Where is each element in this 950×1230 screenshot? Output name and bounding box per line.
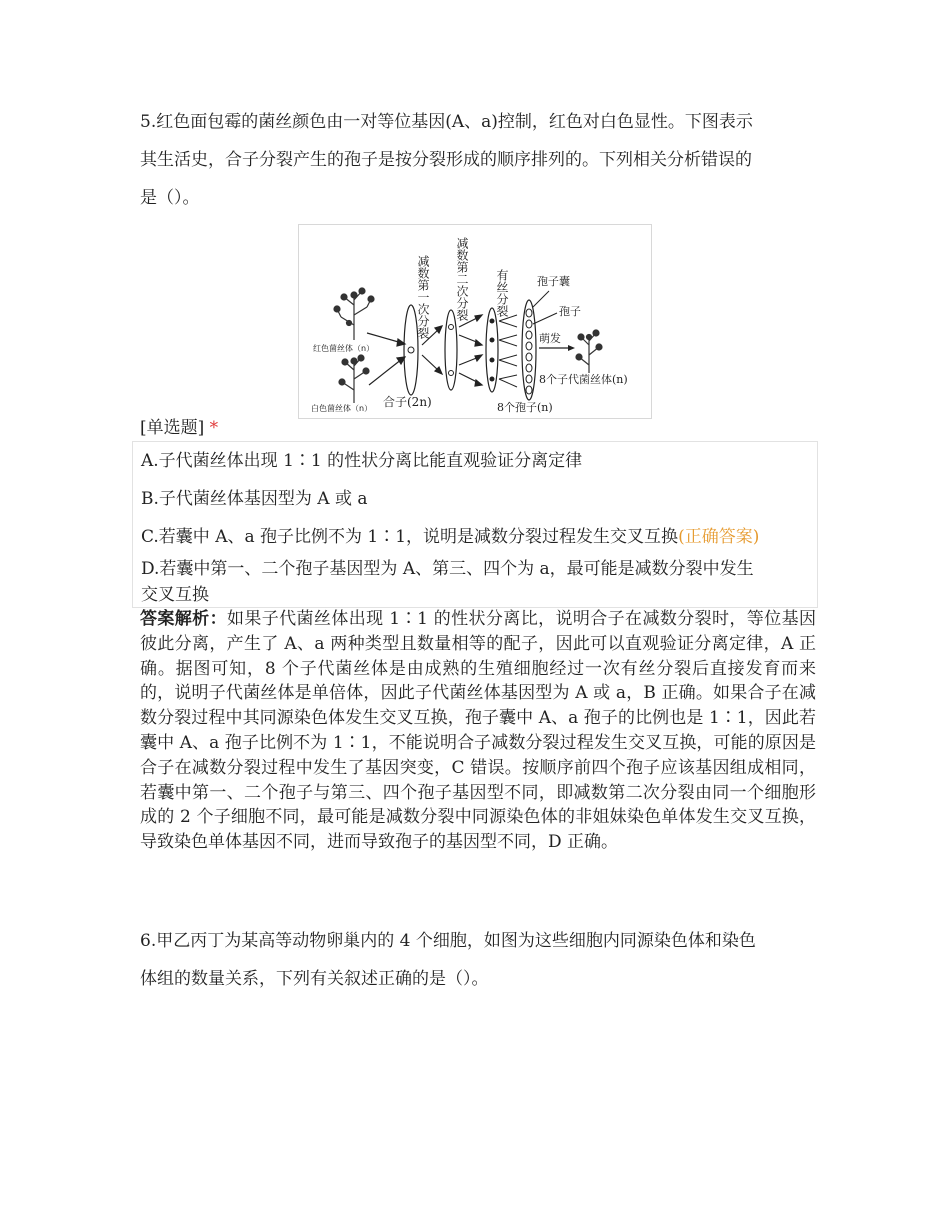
spore-label: 孢子: [559, 305, 581, 318]
option-c-text: C.若囊中 A、a 孢子比例不为 1∶1，说明是减数分裂过程发生交叉互换: [141, 527, 679, 547]
question-5-line-2: 其生活史，合子分裂产生的孢子是按分裂形成的顺序排列的。下列相关分析错误的: [140, 150, 752, 170]
ascus-label: 孢子囊: [537, 275, 570, 288]
option-d-line-1: D.若囊中第一、二个孢子基因型为 A、第三、四个为 a，最可能是减数分裂中发生: [141, 559, 754, 579]
question-6-line-1: 6.甲乙丙丁为某高等动物卵巢内的 4 个细胞，如图为这些细胞内同源染色体和染色: [140, 931, 756, 951]
red-mycelium-drawing: [334, 288, 374, 340]
option-d-line-2: 交叉互换: [141, 585, 209, 605]
meiosis-2-arrows: [459, 315, 482, 386]
mitosis-label: 有丝分裂: [495, 269, 509, 317]
white-mycelium-label: 白色菌丝体（n）: [311, 404, 373, 413]
question-5-line-3: 是（）。: [140, 188, 200, 208]
life-cycle-figure: [298, 224, 652, 419]
analysis-text: 如果子代菌丝体出现 1∶1 的性状分离比，说明合子在减数分裂时，等位基因彼此分离，产生了 A、a 两种类型且数量相等的配子，因此可以直观验证分离定律，A 正确。据图可知，8 个子代菌丝体是由成熟的生殖细胞经过一次有丝分裂后直接发育而来的，说明子代菌丝体是单倍体，因此子代菌丝体基因型为 A 或 a，B 正确。如果合子在减数分裂过程中其同源染色体发生交叉互换，孢子囊中 A、a 孢子的比例也是 1∶1，因此若囊中 A、a 孢子比例不为 1∶1，不能说明合子减数分裂过程发生交叉互换，可能的原因是合子在减数分裂过程中发生了基因突变，C 错误。按顺序前四个孢子应该基因组成相同，若囊中第一、二个孢子与第三、四个孢子基因型不同，即减数第二次分裂由同一个细胞形成的 2 个子细胞不同，最可能是减数分裂中同源染色体的非姐妹染色单体发生交叉互换，导致染色单体基因不同，进而导致孢子的基因型不同，D 正确。: [140, 609, 816, 853]
question-type: [140, 417, 218, 439]
meiosis-1-label: 减数第一次分裂: [416, 255, 430, 339]
option-b[interactable]: B.子代菌丝体基因型为 A 或 a: [141, 489, 368, 509]
question-5-line-1: 5.红色面包霉的菌丝颜色由一对等位基因(A、a)控制，红色对白色显性。下图表示: [140, 112, 753, 132]
white-mycelium-drawing: [339, 355, 369, 403]
meiosis-2-label: 减数第二次分裂: [455, 237, 469, 321]
offspring-mycelium-drawing: [576, 330, 602, 373]
meiosis-2-cell: [445, 310, 457, 390]
option-c[interactable]: [141, 524, 809, 550]
option-d[interactable]: [141, 556, 809, 608]
zygote-nucleus: [408, 347, 414, 353]
mitosis-arrows: [499, 315, 517, 387]
zygote-label: 合子(2n): [383, 395, 432, 409]
spores-count-label: 8个孢子(n): [497, 401, 553, 414]
fusion-arrows: [367, 333, 405, 385]
analysis-label: 答案解析：: [140, 609, 227, 629]
options-box: [132, 441, 818, 608]
spores-row: [526, 309, 532, 394]
offspring-label: 8个子代菌丝体(n): [539, 373, 628, 386]
answer-analysis: [140, 607, 816, 855]
question-6-line-2: 体组的数量关系，下列有关叙述正确的是（）。: [140, 969, 489, 989]
germinate-label: 萌发: [539, 332, 561, 345]
required-mark: *: [209, 418, 219, 438]
question-type-label: [单选题]: [140, 418, 205, 438]
red-mycelium-label: 红色菌丝体（n）: [313, 344, 375, 353]
option-a[interactable]: A.子代菌丝体出现 1∶1 的性状分离比能直观验证分离定律: [141, 451, 583, 471]
correct-answer-tag: (正确答案): [678, 527, 760, 547]
